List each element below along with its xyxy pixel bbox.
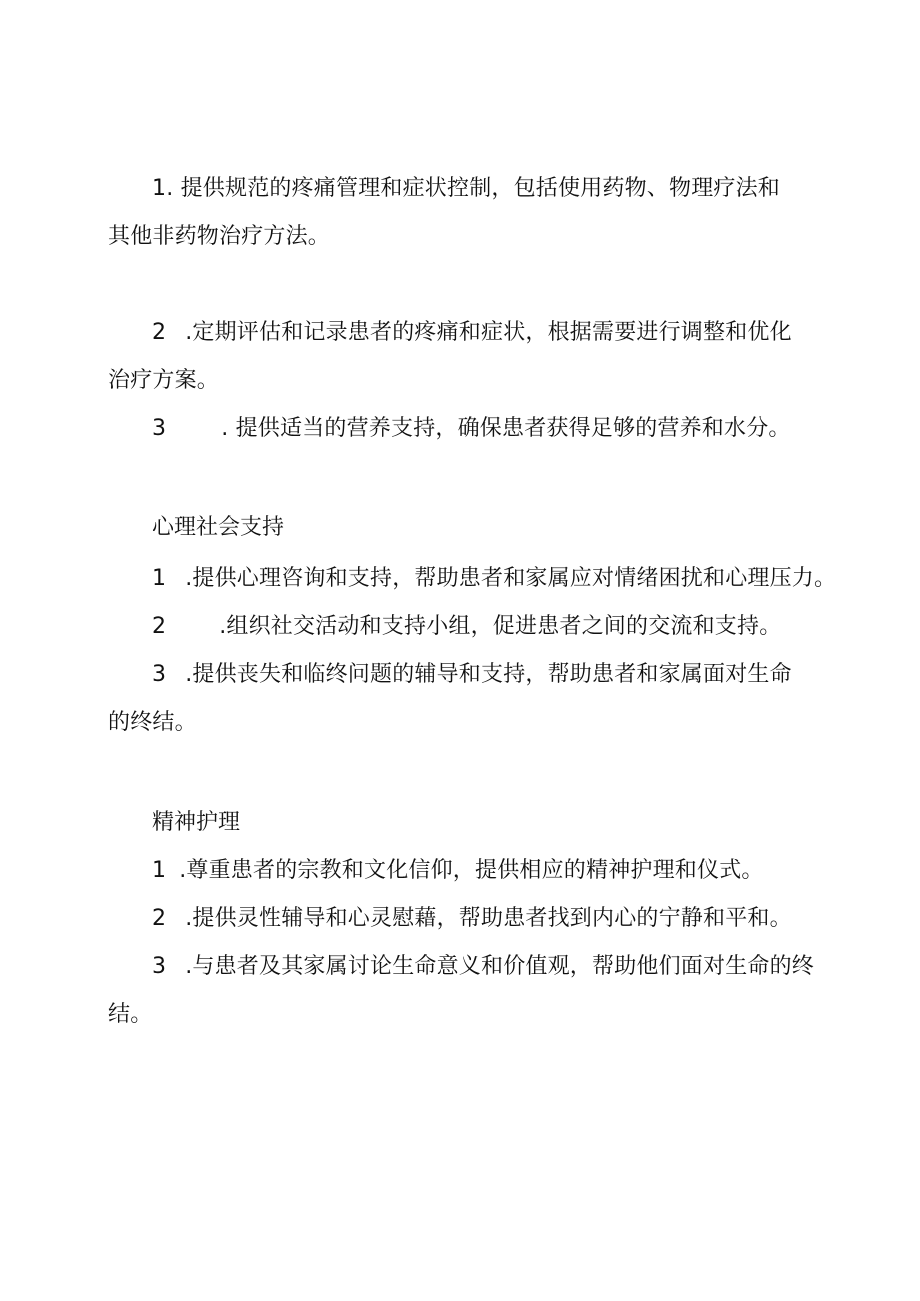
item-number: 3: [152, 416, 167, 441]
item-text: .提供灵性辅导和心灵慰藉，帮助患者找到内心的宁静和平和。: [185, 906, 792, 931]
section-heading: 精神护理: [152, 810, 241, 835]
item-number: 2: [152, 906, 167, 931]
item-text-continued: 的终结。: [108, 710, 197, 735]
item-text: . 提供适当的营养支持，确保患者获得足够的营养和水分。: [221, 416, 791, 441]
item-number: 1: [152, 858, 167, 883]
item-text: .组织社交活动和支持小组，促进患者之间的交流和支持。: [219, 614, 782, 639]
item-text-continued: 治疗方案。: [108, 368, 220, 393]
item-text: .定期评估和记录患者的疼痛和症状，根据需要进行调整和优化: [185, 320, 792, 345]
list-item: [152, 952, 814, 982]
item-text: .与患者及其家属讨论生命意义和价值观，帮助他们面对生命的终: [185, 954, 814, 979]
list-item: [152, 660, 792, 690]
item-number: 2: [152, 320, 167, 345]
list-item: [152, 856, 764, 886]
item-text: .尊重患者的宗教和文化信仰，提供相应的精神护理和仪式。: [179, 858, 764, 883]
list-item: [152, 564, 836, 594]
section-heading: 心理社会支持: [152, 515, 285, 540]
item-number: 3: [152, 954, 167, 979]
item-text-continued: 其他非药物治疗方法。: [108, 224, 331, 249]
list-item: [152, 904, 792, 934]
item-number: 3: [152, 662, 167, 687]
item-text: .提供心理咨询和支持，帮助患者和家属应对情绪困扰和心理压力。: [185, 566, 837, 591]
item-text: .提供丧失和临终问题的辅导和支持，帮助患者和家属面对生命: [185, 662, 792, 687]
item-number: 1: [152, 566, 167, 591]
list-item: [152, 174, 780, 204]
list-item: [152, 612, 781, 642]
item-number: 2: [152, 614, 167, 639]
item-text: 提供规范的疼痛管理和症状控制，包括使用药物、物理疗法和: [180, 176, 780, 201]
list-item: [152, 414, 791, 444]
item-number: 1.: [152, 176, 174, 201]
item-text-continued: 结。: [108, 1002, 153, 1027]
list-item: [152, 318, 792, 348]
